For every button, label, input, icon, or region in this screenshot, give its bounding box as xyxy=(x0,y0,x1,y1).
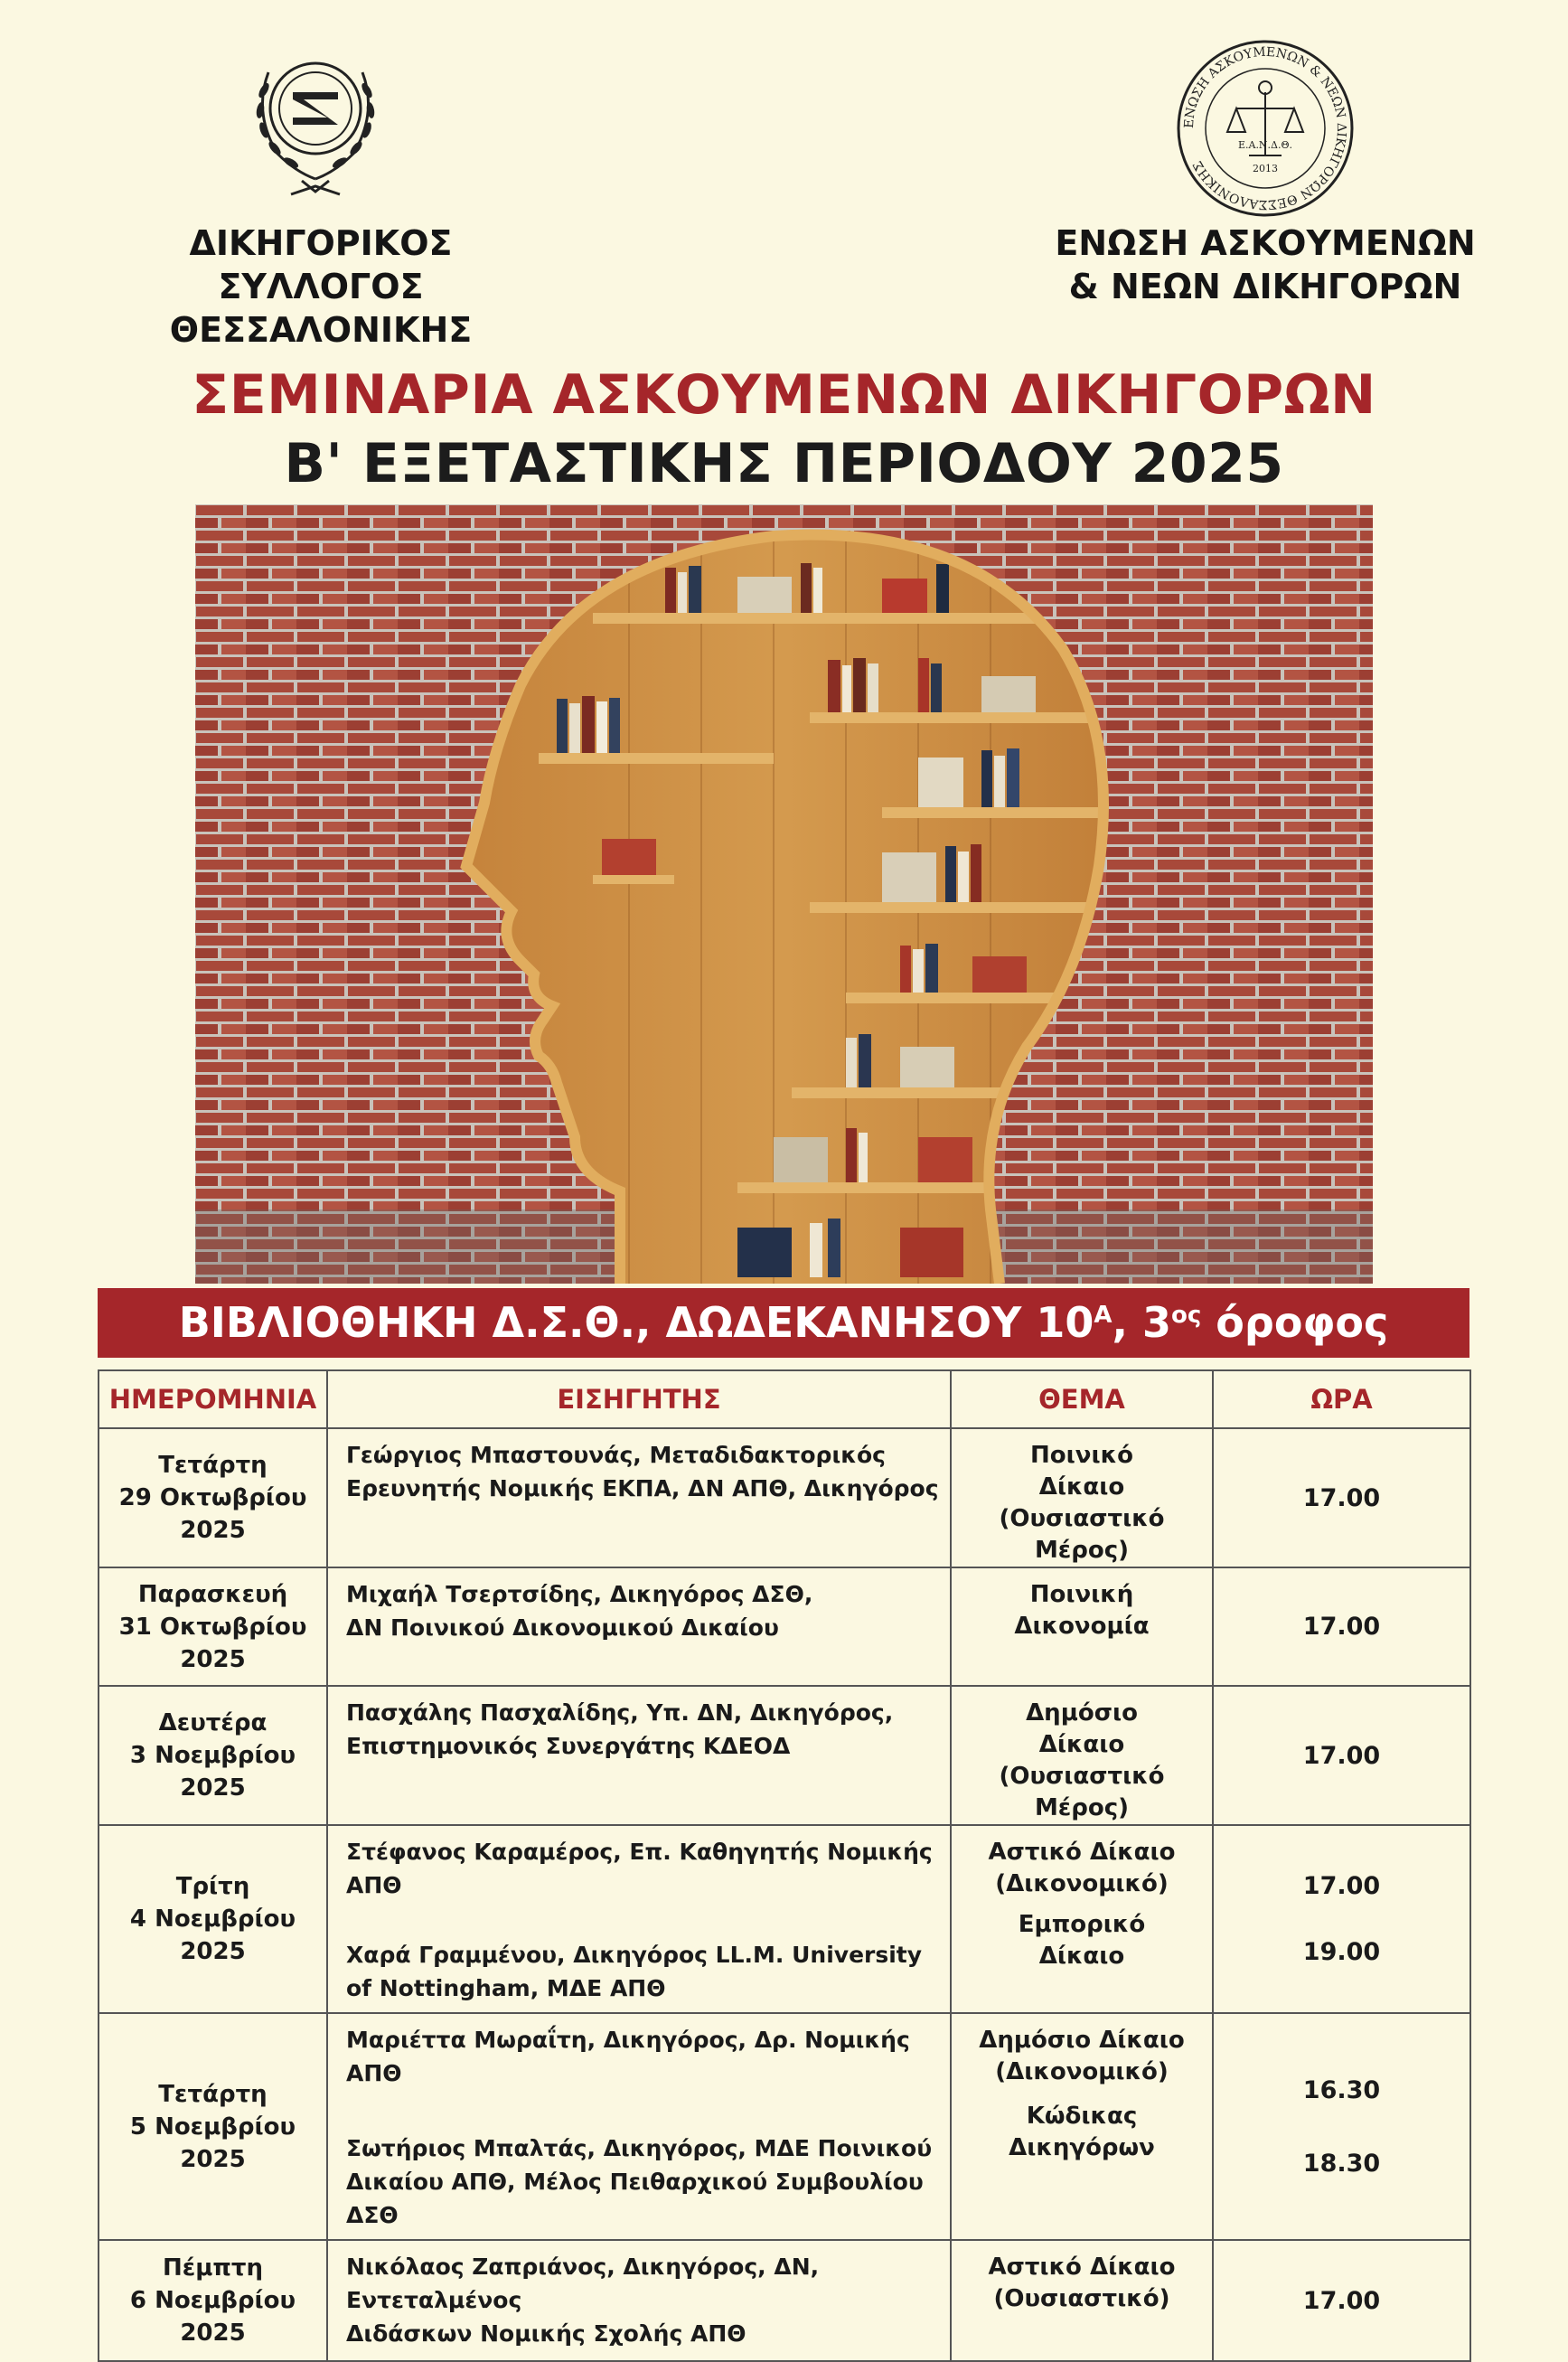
day: Δευτέρα xyxy=(158,1709,268,1736)
speaker-line: Στέφανος Καραμέρος, Επ. Καθηγητής Νομικής ΑΠΘ xyxy=(346,1839,933,1898)
seal-ring-text: ΕΝΩΣΗ ΑΣΚΟΥΜΕΝΩΝ & ΝΕΩΝ ΔΙΚΗΓΟΡΩΝ ΘΕΣΣΑΛΟΝΙΚΗΣ xyxy=(1181,44,1349,212)
table-row xyxy=(99,1428,1470,1567)
date: 31 Οκτωβρίου xyxy=(118,1613,307,1641)
topic-line: Δημόσιο Δίκαιο xyxy=(979,2027,1185,2054)
table-row xyxy=(99,1567,1470,1686)
time: 16.30 xyxy=(1302,2075,1381,2104)
time: 18.30 xyxy=(1302,2149,1381,2178)
venue-mid: , 3 xyxy=(1112,1298,1172,1347)
topic-line: Δικονομία xyxy=(1014,1613,1150,1640)
header-date: ΗΜΕΡΟΜΗΝΙΑ xyxy=(99,1370,327,1428)
date: 4 Νοεμβρίου xyxy=(129,1906,296,1933)
table-header-row xyxy=(99,1370,1470,1428)
topic-line: Εμπορικό xyxy=(1018,1911,1146,1938)
speaker-line: Διδάσκων Νομικής Σχολής ΑΠΘ xyxy=(346,2320,746,2347)
speaker-line: Μιχαήλ Τσερτσίδης, Δικηγόρος ΔΣΘ, xyxy=(346,1581,813,1607)
year: 2025 xyxy=(180,2145,246,2173)
topic-cell xyxy=(951,1428,1213,1567)
topic-cell xyxy=(951,2013,1213,2240)
topic-cell xyxy=(951,1686,1213,1825)
topic-line: Ποινικό xyxy=(1030,1442,1133,1469)
topic-line: (Ουσιαστικό) xyxy=(993,2285,1170,2312)
venue-banner xyxy=(98,1288,1469,1358)
date: 5 Νοεμβρίου xyxy=(129,2113,296,2141)
date-cell xyxy=(99,1686,327,1825)
venue-sup-a: Α xyxy=(1094,1302,1113,1329)
topic-cell xyxy=(951,1567,1213,1686)
year: 2025 xyxy=(180,1938,246,1965)
year: 2025 xyxy=(180,1645,246,1673)
year: 2025 xyxy=(180,2320,246,2347)
day: Τετάρτη xyxy=(158,2080,268,2108)
topic-line: Αστικό Δίκαιο xyxy=(988,2254,1176,2281)
seal-year: 2013 xyxy=(1253,163,1278,174)
table-row xyxy=(99,2240,1470,2361)
speaker-cell xyxy=(327,2240,951,2361)
table-row xyxy=(99,1686,1470,1825)
seminar-schedule-table xyxy=(98,1369,1471,2362)
speaker-cell xyxy=(327,1428,951,1567)
topic-line: Αστικό Δίκαιο xyxy=(988,1839,1176,1866)
time: 17.00 xyxy=(1302,1741,1381,1770)
bar-association-logo xyxy=(237,36,395,212)
speaker-cell xyxy=(327,1686,951,1825)
speaker-line: Γεώργιος Μπαστουνάς, Μεταδιδακτορικός xyxy=(346,1442,886,1468)
topic-line: Δικηγόρων xyxy=(1009,2134,1155,2161)
time: 17.00 xyxy=(1302,1613,1381,1641)
topic-cell xyxy=(951,2240,1213,2361)
date-cell xyxy=(99,1428,327,1567)
topic-line: (Δικονομικό) xyxy=(995,1870,1169,1897)
topic-line: Ποινική xyxy=(1029,1581,1134,1608)
main-title: ΣΕΜΙΝΑΡΙΑ ΑΣΚΟΥΜΕΝΩΝ ΔΙΚΗΓΟΡΩΝ xyxy=(192,363,1376,427)
speaker-line: Σωτήριος Μπαλτάς, Δικηγόρος, ΜΔΕ Ποινικού xyxy=(346,2135,933,2161)
venue-sup-os: ος xyxy=(1171,1302,1202,1329)
date-cell xyxy=(99,1825,327,2013)
venue-text: ΒΙΒΛΙΟΘΗΚΗ Δ.Σ.Θ., ΔΩΔΕΚΑΝΗΣΟΥ 10 xyxy=(178,1298,1094,1347)
speaker-line: ΔΝ Ποινικού Δικονομικού Δικαίου xyxy=(346,1614,779,1641)
speaker-line: of Nottingham, ΜΔΕ ΑΠΘ xyxy=(346,1975,666,2001)
trainee-union-name xyxy=(1053,221,1478,308)
topic-line: (Ουσιαστικό Μέρος) xyxy=(999,1505,1165,1564)
time: 19.00 xyxy=(1302,1938,1381,1966)
bar-association-name xyxy=(81,221,560,352)
day: Τετάρτη xyxy=(158,1452,268,1479)
topic-line: Δίκαιο xyxy=(1038,1943,1125,1970)
topic-line: Δίκαιο xyxy=(1038,1473,1125,1501)
speaker-line: Δικαίου ΑΠΘ, Μέλος Πειθαρχικού Συμβουλίου ΔΣΘ xyxy=(346,2169,924,2228)
year: 2025 xyxy=(180,1774,246,1802)
topic-line: (Δικονομικό) xyxy=(995,2058,1169,2085)
sub-title: Β' ΕΞΕΤΑΣΤΙΚΗΣ ΠΕΡΙΟΔΟΥ 2025 xyxy=(284,432,1284,495)
day: Πέμπτη xyxy=(162,2254,264,2282)
day: Τρίτη xyxy=(175,1873,250,1900)
time-cell xyxy=(1213,1686,1470,1825)
time: 17.00 xyxy=(1302,1872,1381,1900)
date: 6 Νοεμβρίου xyxy=(129,2287,296,2314)
date: 3 Νοεμβρίου xyxy=(129,1742,296,1769)
time-cell xyxy=(1213,1825,1470,2013)
speaker-cell xyxy=(327,1825,951,2013)
speaker-line: Νικόλαος Ζαπριάνος, Δικηγόρος, ΔΝ, Εντεταλμένος xyxy=(346,2254,820,2313)
time: 17.00 xyxy=(1302,1483,1381,1512)
topic-line: (Ουσιαστικό Μέρος) xyxy=(999,1763,1165,1821)
speaker-line: Πασχάλης Πασχαλίδης, Υπ. ΔΝ, Δικηγόρος, xyxy=(346,1699,894,1726)
time-cell xyxy=(1213,1428,1470,1567)
seal-abbr: Ε.Α.Ν.Δ.Θ. xyxy=(1237,139,1293,151)
speaker-line: Χαρά Γραμμένου, Δικηγόρος LL.M. University xyxy=(346,1942,923,1968)
topic-line: Κώδικας xyxy=(1026,2103,1138,2130)
org-left-line2: ΘΕΣΣΑΛΟΝΙΚΗΣ xyxy=(169,310,473,350)
topic-cell xyxy=(951,1825,1213,2013)
header-speaker: ΕΙΣΗΓΗΤΗΣ xyxy=(327,1370,951,1428)
time: 17.00 xyxy=(1302,2286,1381,2315)
org-left-line1: ΔΙΚΗΓΟΡΙΚΟΣ ΣΥΛΛΟΓΟΣ xyxy=(189,223,453,306)
header-topic: ΘΕΜΑ xyxy=(951,1370,1213,1428)
speaker-line: Επιστημονικός Συνεργάτης ΚΔΕΟΔ xyxy=(346,1733,791,1759)
topic-line: Δημόσιο xyxy=(1026,1699,1138,1727)
table-row xyxy=(99,2013,1470,2240)
speaker-cell xyxy=(327,2013,951,2240)
topic-line: Δίκαιο xyxy=(1038,1731,1125,1758)
time-cell xyxy=(1213,2240,1470,2361)
table-row xyxy=(99,1825,1470,2013)
head-bookshelf-illustration xyxy=(195,504,1373,1284)
org-right-line1: ΕΝΩΣΗ ΑΣΚΟΥΜΕΝΩΝ xyxy=(1055,223,1476,263)
date-cell xyxy=(99,2240,327,2361)
trainee-lawyers-union-logo xyxy=(1175,38,1356,222)
speaker-line: Μαριέττα Μωραΐτη, Δικηγόρος, Δρ. Νομικής ΑΠΘ xyxy=(346,2027,910,2086)
date: 29 Οκτωβρίου xyxy=(118,1484,307,1511)
day: Παρασκευή xyxy=(137,1580,288,1608)
org-right-line2: & ΝΕΩΝ ΔΙΚΗΓΟΡΩΝ xyxy=(1068,267,1462,306)
venue-tail: όροφος xyxy=(1201,1298,1389,1347)
speaker-line: Ερευνητής Νομικής ΕΚΠΑ, ΔΝ ΑΠΘ, Δικηγόρος xyxy=(346,1475,939,1501)
header-time: ΩΡΑ xyxy=(1213,1370,1470,1428)
date-cell xyxy=(99,2013,327,2240)
speaker-cell xyxy=(327,1567,951,1686)
time-cell xyxy=(1213,1567,1470,1686)
date-cell xyxy=(99,1567,327,1686)
time-cell xyxy=(1213,2013,1470,2240)
year: 2025 xyxy=(180,1517,246,1544)
